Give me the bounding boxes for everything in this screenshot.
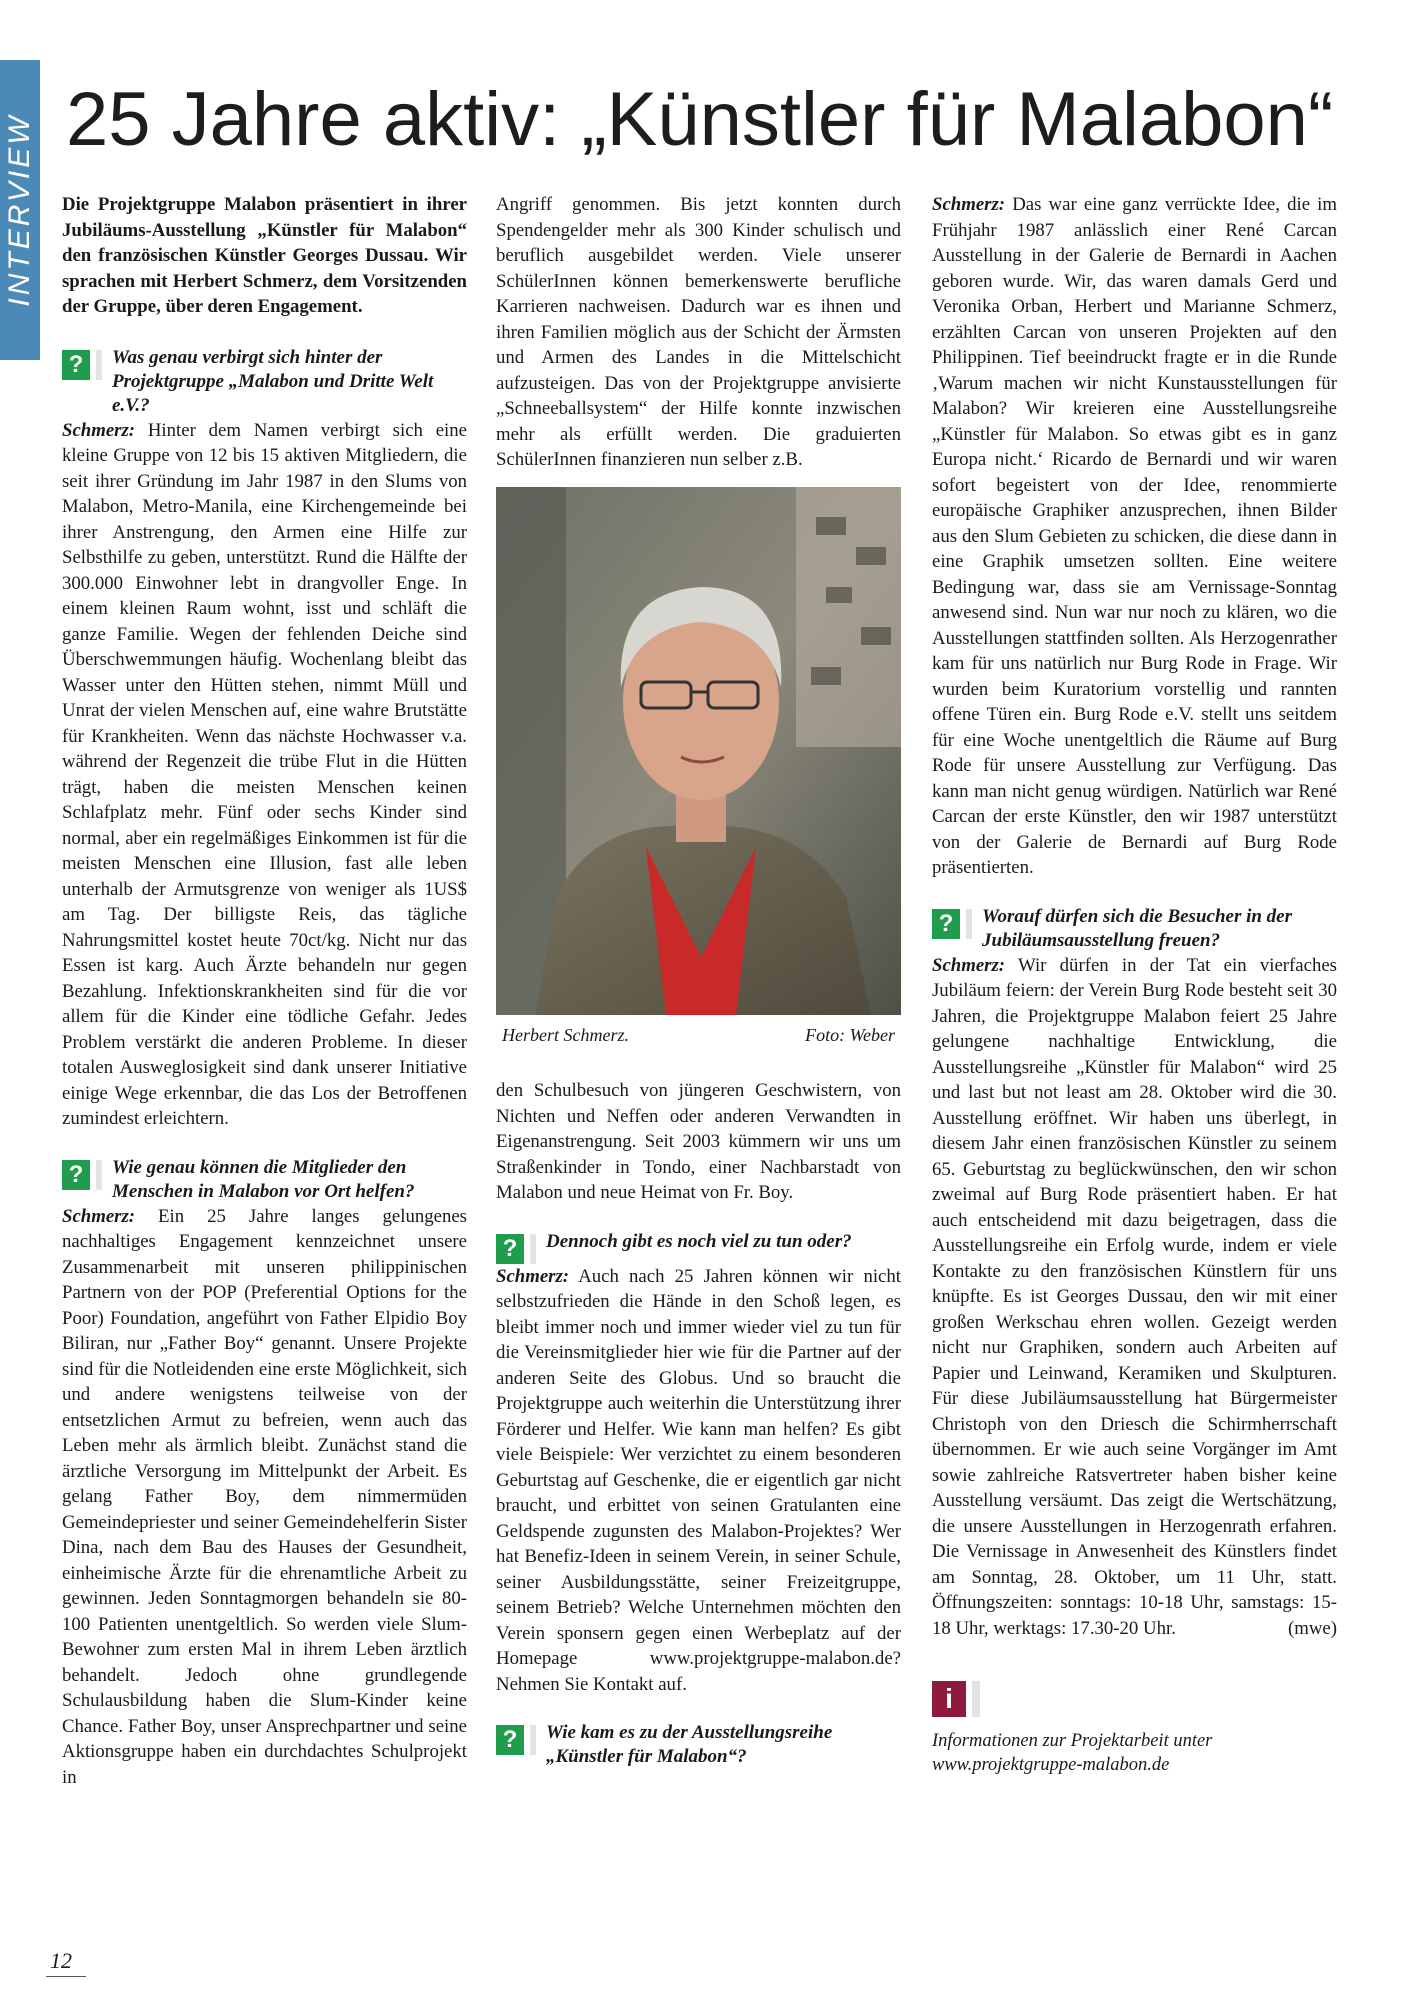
answer-3-text: Auch nach 25 Jahren können wir nicht selbstzufrieden die Hände in den Schoß legen, es bleibt immer noch und immer wieder viel zu tun für die Vereinsmitglieder hier wie für die Partner auf der anderen Seite des Globus. Und so braucht die Projektgruppe auch weiterhin die Unterstützung ihrer Förderer und Helfer. Wie kann man helfen? Es gibt viele Beispiele: Wer verzichtet zu einem besonderen Geburtstag auf Geschenke, die er eigentlich gar nicht braucht, und erbittet von seinen Gratulanten eine Geldspende zugunsten des Malabon-Projektes? Wer hat Benefiz-Ideen in seinem Verein, in seiner Schule, seiner Ausbildungsstätte, seiner Freizeitgruppe, seinem Betrieb? Welche Unternehmen möchten den Verein sponsern gegen einen Werbeplatz auf der Homepage www.projektgruppe-malabon.de? Nehmen Sie Kontakt auf. — [496, 1265, 901, 1695]
question-icon: ? — [62, 350, 90, 380]
author-initials: (mwe) — [1287, 1617, 1337, 1639]
caption-credit: Foto: Weber — [805, 1024, 895, 1045]
answer-3 — [496, 1264, 901, 1698]
speaker-label: Schmerz: — [496, 1265, 570, 1287]
question-2-text: Wie genau können die Mitglieder den Menschen in Malabon vor Ort helfen? — [112, 1156, 415, 1202]
question-4-text: Wie kam es zu der Ausstellungsreihe „Künstler für Malabon“? — [546, 1722, 833, 1767]
question-2 — [62, 1156, 467, 1204]
answer-2-continued: Angriff genommen. Bis jetzt konnten durch Spendengelder mehr als 300 Kinder schulisch und beruflich ausgebildet werden. Viele unserer SchülerInnen können bemerkenswerte berufliche Karrieren nachweisen. Dadurch war es ihnen und ihren Familien möglich aus der Schicht der Ärmsten und Armen des Landes in die Mittelschicht aufzusteigen. Das von der Projektgruppe anvisierte „Schneeballsystem“ der Hilfe konnte inzwischen mehr als erfüllt werden. Die graduierten SchülerInnen finanzieren nun selber z.B. — [496, 194, 901, 470]
question-divider — [530, 1725, 536, 1755]
question-divider — [96, 1160, 102, 1190]
answer-1 — [62, 418, 467, 1132]
info-box — [932, 1681, 1337, 1717]
photo-caption — [496, 1023, 901, 1049]
answer-1-text: Hinter dem Namen verbirgt sich eine kleine Gruppe von 12 bis 15 aktiven Mitgliedern, die seit ihrer Gründung im Jahr 1987 in den Slums von Malabon, Metro-Manila, eine Kirchengemeinde bei ihrer Anstrengung, den Armen eine Hilfe zur Selbsthilfe zu geben, unterstützt. Rund die Hälfte der 300.000 Einwohner lebt in drangvoller Enge. In einem kleinen Raum wohnt, isst und schläft die ganze Familie. Wegen der fehlenden Deiche sind Überschwemmungen häufig. Wochenlang bleibt das Wasser unter den Hütten stehen, nimmt Müll und Unrat der vielen Menschen auf, eine wahre Brutstätte für Krankheiten. Wenn das nächste Hochwasser v.a. während der Regenzeit die trübe Flut in die Hütten trägt, haben die meisten Menschen keinen Schlafplatz mehr. Fünf oder sechs Kinder sind normal, aber ein regelmäßiges Einkommen ist für die meisten Menschen eine Illusion, fast alle leben unterhalb der Armutsgrenze von weniger als 1US$ am Tag. Der billigste Reis, das tägliche Nahrungsmittel kostet heute 70ct/kg. Nicht nur das Essen ist karg. Auch Ärzte behandeln nur gegen Bezahlung. Infektionskrankheiten sind für die vor allem für die Kinder eine tödliche Gefahr. Jedes Problem verstärkt die anderen Probleme. In dieser totalen Ausweglosigkeit sind dank unserer Initiative einige Wege erkennbar, die das Los der Betroffenen zumindest erleichtern. — [62, 419, 467, 1129]
question-4 — [496, 1721, 901, 1769]
caption-name: Herbert Schmerz. — [502, 1024, 629, 1045]
question-icon: ? — [496, 1725, 524, 1755]
question-icon: ? — [62, 1160, 90, 1190]
question-icon: ? — [932, 909, 960, 939]
speaker-label: Schmerz: — [932, 194, 1006, 215]
column-2 — [496, 192, 901, 1769]
portrait-photo — [496, 487, 901, 1015]
column-3 — [932, 192, 1337, 1777]
answer-2-end: den Schulbesuch von jüngeren Geschwistern, von Nichten und Neffen oder anderen Verwandten in Eigenanstrengung. Seit 2003 kümmern wir uns um Straßenkinder in Tondo, einer Nachbarstadt von Malabon und neue Heimat von Fr. Boy. — [496, 1080, 901, 1203]
question-divider — [966, 909, 972, 939]
intro-paragraph: Die Projektgruppe Malabon präsentiert in ihrer Jubiläums-Ausstellung „Künstler für Malabon“ den französischen Künstler Georges Dussau. Wir sprachen mit Herbert Schmerz, dem Vorsitzenden der Gruppe, über deren Engagement. — [62, 194, 467, 317]
question-divider — [530, 1234, 536, 1264]
question-1 — [62, 346, 467, 418]
section-tab — [0, 60, 40, 360]
page-number: 12 — [50, 1948, 72, 1973]
question-5-text: Worauf dürfen sich die Besucher in der Jubiläumsausstellung freuen? — [982, 905, 1293, 951]
question-3 — [496, 1230, 901, 1264]
answer-4-text: Das war eine ganz verrückte Idee, die im Frühjahr 1987 anlässlich einer René Carcan Ausstellung in der Galerie de Bernardi in Aachen geboren wurde. Wir, das waren damals Gerd und Veronika Orban, Herbert und Marianne Schmerz, erzählten Carcan von unseren Projekten auf den Philippinen. Tief beeindruckt fragte er in die Runde ‚Warum machen wir nicht Kunstausstellungen für Malabon? Wir kreieren eine Ausstellungsreihe „Künstler für Malabon. So etwas gibt es in ganz Europa nicht.‘ Ricardo de Bernardi und wir waren sofort begeistert von der Idee, renommierte europäische Graphiker anzusprechen, ihnen Bilder aus den Slum Gebieten zu schicken, die diese dann in eine Graphik umsetzen sollten. Eine weitere Bedingung war, dass sie am Vernissage-Sonntag anwesend sind. Nun war nur noch zu klären, wo die Ausstellungen stattfinden sollten. Als Herzogenrather kam für uns natürlich nur Burg Rode in Frage. Wir wurden beim Kuratorium vorstellig und rannten offene Türen ein. Burg Rode e.V. stellt uns seitdem für eine Woche unentgeltlich die Räume auf Burg Rode für unsere Ausstellung zur Verfügung. Das kann man nicht genug würdigen. Natürlich war René Carcan der erste Künstler, den wir 1987 unterstützt von der Galerie de Bernardi auf Burg Rode präsentierten. — [932, 194, 1338, 878]
speaker-label: Schmerz: — [62, 1205, 136, 1227]
section-tab-label: INTERVIEW — [3, 113, 36, 307]
question-1-text: Was genau verbirgt sich hinter der Projektgruppe „Malabon und Dritte Welt e.V.? — [112, 346, 434, 416]
page-number-rule — [46, 1976, 86, 1977]
answer-4 — [932, 192, 1337, 881]
answer-2 — [62, 1204, 467, 1791]
info-divider — [972, 1681, 980, 1717]
question-3-text: Dennoch gibt es noch viel zu tun oder? — [546, 1230, 852, 1252]
article-headline: 25 Jahre aktiv: „Künstler für Malabon“ — [66, 77, 1334, 162]
question-5 — [932, 905, 1337, 953]
question-divider — [96, 350, 102, 380]
answer-2-text: Ein 25 Jahre langes gelungenes nachhaltiges Engagement kennzeichnet unsere Zusammenarbeit mit unseren philippinischen Partnern von der POP (Preferential Options for the Poor) Foundation, angeführt von Father Elpidio Boy Biliran, nur „Father Boy“ genannt. Unsere Projekte sind für die Notleidenden eine erste Möglichkeit, sich und andere wenigstens teilweise von der entsetzlichen Armut zu befreien, wenn auch das Leben mehr als ärmlich bleibt. Zunächst stand die ärztliche Versorgung im Mittelpunkt der Arbeit. Es gelang Father Boy, dem nimmermüden Gemeindepriester und seiner Gemeindehelferin Sister Dina, nach dem Bau des Hauses der Gesundheit, einheimische Ärzte für die ehrenamtliche Arbeit zu gewinnen. Jeden Sonntagmorgen behandeln sie 80-100 Patienten unentgeltlich. So werden viele Slum-Bewohner zum ersten Mal in ihrem Leben ärztlich behandelt. Jedoch ohne grundlegende Schulausbildung haben die Slum-Kinder keine Chance. Father Boy, unser Ansprechpartner und seine Aktionsgruppe haben ein durchdachtes Schulprojekt in — [62, 1205, 467, 1788]
info-icon: i — [932, 1681, 966, 1717]
speaker-label: Schmerz: — [62, 419, 136, 441]
answer-5-text: Wir dürfen in der Tat ein vierfaches Jubiläum feiern: der Verein Burg Rode besteht seit 30 Jahren, die Projektgruppe Malabon feiert 25 Jahre gelungene nachhaltige Entwicklung, die Ausstellungsreihe „Künstler für Malabon“ wird 25 und last but not least am 28. Oktober wird die 30. Ausstellung eröffnet. Wir haben uns überlegt, in diesem Jahr einen französischen Künstler zu seinem 65. Geburtstag zu beglückwünschen, den wir schon zweimal auf Burg Rode präsentiert haben. Er hat auch entscheidend mit dazu beigetragen, dass die Ausstellungsreihe ein Erfolg wurde, indem er viele Kontakte zu den französischen Künstlern für uns knüpfte. Es ist Georges Dussau, den wir mit einer großen Werkschau ehren wollen. Gezeigt werden nicht nur Graphiken, sondern auch Arbeiten auf Papier und Leinwand, Keramiken und Skulpturen. Für diese Jubiläumsausstellung hat Bürgermeister Christoph von den Driesch die Schirmherrschaft übernommen. Er wie auch seine Vorgänger im Amt sowie zahlreiche Ratsvertreter haben bisher keine Ausstellung versäumt. Das zeigt die Wertschätzung, die unsere Ausstellungen in Herzogenrath erfahren. Die Vernissage in Anwesenheit des Künstlers findet am Sonntag, 28. Oktober, um 11 Uhr, statt. Öffnungszeiten: sonntags: 10-18 Uhr, samstags: 15-18 Uhr, werktags: 17.30-20 Uhr. — [932, 954, 1337, 1639]
answer-5 — [932, 953, 1337, 1642]
info-text: Informationen zur Projektarbeit unter www.projektgruppe-malabon.de — [932, 1731, 1213, 1775]
column-1 — [62, 192, 467, 1792]
question-icon: ? — [496, 1234, 524, 1264]
speaker-label: Schmerz: — [932, 954, 1006, 976]
